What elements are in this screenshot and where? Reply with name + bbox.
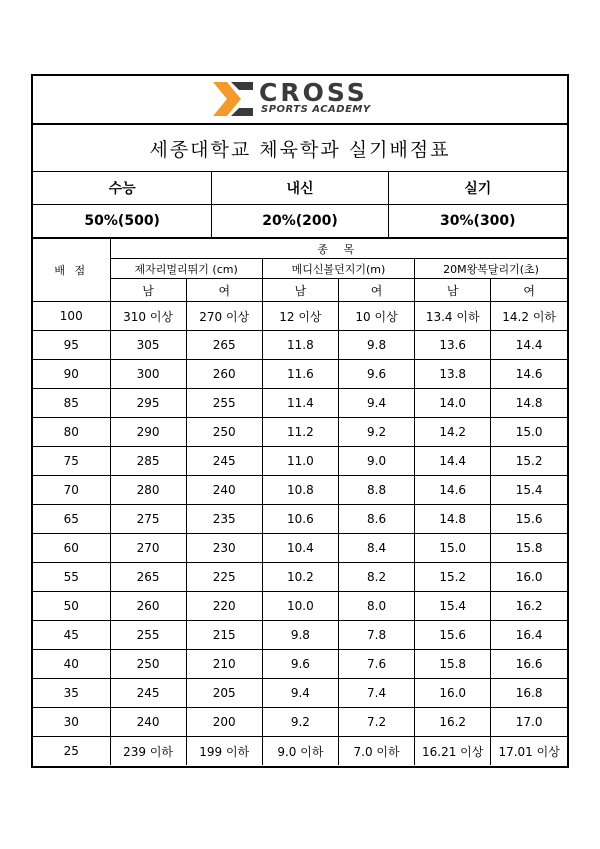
table-row [33,592,567,621]
record-cell: 13.8 [415,360,491,389]
record-cell: 11.6 [262,360,338,389]
record-cell: 200 [186,708,262,737]
score-cell: 55 [33,563,110,592]
record-cell: 10 이상 [338,302,414,331]
record-cell: 16.21 이상 [415,737,491,766]
table-row [33,563,567,592]
record-cell: 9.2 [262,708,338,737]
summary-value-cell: 30%(300) [388,205,567,238]
record-cell: 14.8 [415,505,491,534]
summary-value-cell: 20%(200) [212,205,388,238]
cross-logo-icon [211,80,255,118]
record-cell: 255 [186,389,262,418]
sex-header: 여 [338,279,414,302]
record-cell: 9.2 [338,418,414,447]
record-cell: 7.2 [338,708,414,737]
table-row [33,360,567,389]
record-cell: 199 이하 [186,737,262,766]
record-cell: 9.6 [338,360,414,389]
record-cell: 15.0 [415,534,491,563]
record-cell: 239 이하 [110,737,186,766]
table-row [33,650,567,679]
record-cell: 9.4 [338,389,414,418]
score-cell: 25 [33,737,110,766]
record-cell: 16.6 [491,650,567,679]
score-cell: 45 [33,621,110,650]
event-header: 20M왕복달리기(초) [415,259,567,279]
record-cell: 15.4 [491,476,567,505]
record-cell: 17.0 [491,708,567,737]
record-cell: 17.01 이상 [491,737,567,766]
table-row [33,331,567,360]
record-cell: 310 이상 [110,302,186,331]
score-cell: 80 [33,418,110,447]
record-cell: 14.6 [491,360,567,389]
summary-header-row [33,172,567,205]
record-cell: 280 [110,476,186,505]
record-cell: 265 [110,563,186,592]
sex-header: 남 [415,279,491,302]
summary-header-cell: 실기 [388,172,567,205]
record-cell: 9.8 [262,621,338,650]
record-cell: 13.4 이하 [415,302,491,331]
record-cell: 295 [110,389,186,418]
record-cell: 11.4 [262,389,338,418]
record-cell: 250 [186,418,262,447]
record-cell: 15.4 [415,592,491,621]
score-cell: 65 [33,505,110,534]
record-cell: 14.2 [415,418,491,447]
table-row [33,418,567,447]
record-cell: 8.2 [338,563,414,592]
event-names-row [33,259,567,279]
score-cell: 95 [33,331,110,360]
score-cell: 75 [33,447,110,476]
record-cell: 14.0 [415,389,491,418]
record-cell: 13.6 [415,331,491,360]
score-table [33,238,567,765]
record-cell: 270 [110,534,186,563]
event-header: 메디신볼던지기(m) [262,259,414,279]
summary-header-cell: 수능 [33,172,212,205]
table-row [33,621,567,650]
record-cell: 16.2 [491,592,567,621]
record-cell: 11.0 [262,447,338,476]
score-cell: 50 [33,592,110,621]
record-cell: 9.4 [262,679,338,708]
table-row [33,389,567,418]
record-cell: 260 [186,360,262,389]
record-cell: 16.0 [415,679,491,708]
record-cell: 240 [110,708,186,737]
record-cell: 210 [186,650,262,679]
table-row [33,302,567,331]
record-cell: 15.6 [415,621,491,650]
table-row [33,708,567,737]
record-cell: 245 [110,679,186,708]
sex-header: 여 [186,279,262,302]
record-cell: 15.2 [415,563,491,592]
record-cell: 260 [110,592,186,621]
score-cell: 90 [33,360,110,389]
table-row [33,679,567,708]
sex-header: 남 [262,279,338,302]
record-cell: 16.0 [491,563,567,592]
record-cell: 8.0 [338,592,414,621]
record-cell: 235 [186,505,262,534]
record-cell: 285 [110,447,186,476]
record-cell: 8.8 [338,476,414,505]
summary-header-cell: 내신 [212,172,388,205]
record-cell: 245 [186,447,262,476]
record-cell: 8.6 [338,505,414,534]
record-cell: 240 [186,476,262,505]
record-cell: 14.8 [491,389,567,418]
score-cell: 85 [33,389,110,418]
record-cell: 12 이상 [262,302,338,331]
record-cell: 290 [110,418,186,447]
sex-header: 여 [491,279,567,302]
record-cell: 205 [186,679,262,708]
record-cell: 230 [186,534,262,563]
events-group-header: 종 목 [110,239,567,259]
logo-subtitle: SPORTS ACADEMY [261,104,371,115]
score-cell: 40 [33,650,110,679]
score-sheet [31,74,569,768]
record-cell: 255 [110,621,186,650]
record-cell: 15.0 [491,418,567,447]
sex-header: 남 [110,279,186,302]
record-cell: 9.8 [338,331,414,360]
record-cell: 7.8 [338,621,414,650]
record-cell: 10.6 [262,505,338,534]
score-column-header: 배 점 [33,239,110,302]
record-cell: 9.0 [338,447,414,476]
record-cell: 8.4 [338,534,414,563]
record-cell: 15.8 [415,650,491,679]
record-cell: 15.6 [491,505,567,534]
record-cell: 265 [186,331,262,360]
record-cell: 10.4 [262,534,338,563]
record-cell: 300 [110,360,186,389]
record-cell: 10.2 [262,563,338,592]
table-row [33,534,567,563]
record-cell: 10.0 [262,592,338,621]
record-cell: 305 [110,331,186,360]
record-cell: 225 [186,563,262,592]
logo-banner [33,76,567,124]
record-cell: 220 [186,592,262,621]
page-title: 세종대학교 체육학과 실기배점표 [33,124,567,172]
record-cell: 15.2 [491,447,567,476]
record-cell: 275 [110,505,186,534]
sex-header-row [33,279,567,302]
record-cell: 10.8 [262,476,338,505]
table-row [33,737,567,766]
logo-title: CROSS [259,78,368,107]
record-cell: 215 [186,621,262,650]
record-cell: 16.8 [491,679,567,708]
record-cell: 11.2 [262,418,338,447]
ratio-summary-table [33,172,567,238]
events-header-row [33,239,567,259]
record-cell: 7.0 이하 [338,737,414,766]
table-row [33,447,567,476]
record-cell: 14.6 [415,476,491,505]
table-row [33,505,567,534]
score-cell: 100 [33,302,110,331]
record-cell: 250 [110,650,186,679]
record-cell: 14.4 [491,331,567,360]
summary-value-row [33,205,567,238]
record-cell: 7.4 [338,679,414,708]
record-cell: 16.4 [491,621,567,650]
table-row [33,476,567,505]
summary-value-cell: 50%(500) [33,205,212,238]
record-cell: 270 이상 [186,302,262,331]
record-cell: 14.4 [415,447,491,476]
record-cell: 15.8 [491,534,567,563]
score-cell: 35 [33,679,110,708]
record-cell: 7.6 [338,650,414,679]
score-cell: 70 [33,476,110,505]
record-cell: 16.2 [415,708,491,737]
event-header: 제자리멀리뛰기 (cm) [110,259,262,279]
record-cell: 14.2 이하 [491,302,567,331]
record-cell: 9.6 [262,650,338,679]
record-cell: 9.0 이하 [262,737,338,766]
score-cell: 30 [33,708,110,737]
score-cell: 60 [33,534,110,563]
record-cell: 11.8 [262,331,338,360]
